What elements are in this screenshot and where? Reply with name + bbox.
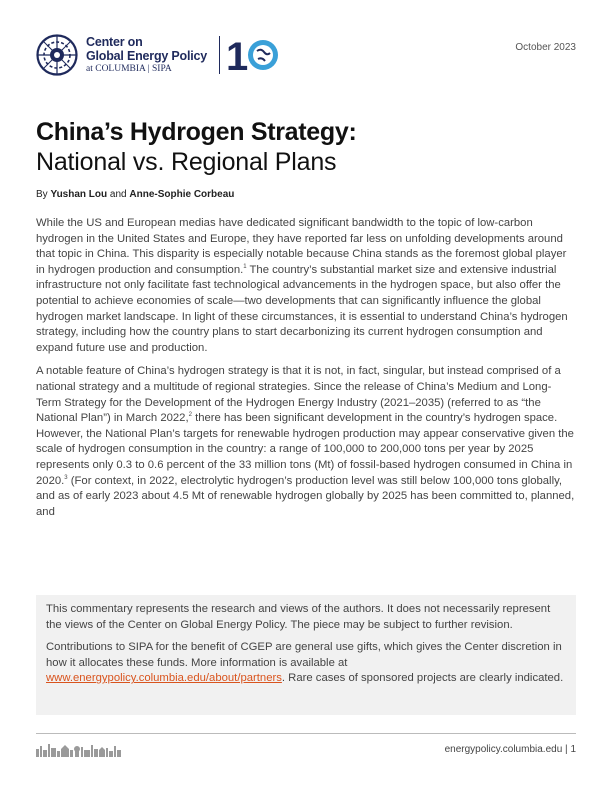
footnote-ref: 1 — [243, 264, 247, 271]
footer-divider — [36, 733, 576, 734]
footnote-ref: 2 — [188, 412, 192, 419]
disclaimer-paragraph — [46, 640, 566, 687]
org-name — [86, 35, 207, 76]
paragraph-text: A notable feature of China’s hydrogen strategy is that it is not, in fact, singular, but instead comprised of a national strategy and a multitude of regional strategies. Since the release of China’s Medium and Long-Term Strategy for the Development of the Hydrogen Energy Industry (2021–2035) (referred to as “the National Plan”) in March 2022, — [36, 365, 561, 425]
tenth-anniversary-logo-icon — [226, 34, 282, 76]
body-paragraph — [36, 216, 576, 356]
title-line1: China’s Hydrogen Strategy: — [36, 118, 357, 146]
disclaimer-text: Contributions to SIPA for the benefit of CGEP are general use gifts, which gives the Center discretion in how it allocates these funds. More information is available at — [46, 641, 562, 669]
paragraph-text: The country’s substantial market size and extensive industrial infrastructure not only facilitate fast technological advancements in the hydrogen space, but also offer the potential to achieve economies of scale—two developments that can significantly influence the global hydrogen market landscape. In light of these circumstances, it is essential to understand China’s hydrogen strategy, including how the country plans to start decarbonizing its current hydrogen consumption and expand future use and production. — [36, 263, 568, 354]
author-name: Yushan Lou — [50, 189, 108, 200]
footnote-ref: 3 — [64, 474, 68, 481]
title-line2: National vs. Regional Plans — [36, 148, 337, 176]
page-number: 1 — [570, 744, 576, 755]
org-name-line2: Global Energy Policy — [86, 49, 208, 63]
footer-separator: | — [565, 744, 568, 755]
byline-conjunction: and — [109, 189, 127, 200]
byline-prefix: By — [36, 189, 48, 200]
cgep-globe-logo-icon — [36, 34, 78, 76]
partners-link[interactable]: www.energypolicy.columbia.edu/about/partners — [46, 672, 282, 685]
paragraph-text: there has been significant development in the country’s hydrogen space. However, the National Plan’s targets for renewable hydrogen production may appear conservative given the scale of hydrogen consumption in the country: a range of 100,000 to 200,000 tons per year by 2025 represents only 0.3 to 0.6 percent of the 33 million tons (Mt) of fossil-based hydrogen consumed in China in 2020. — [36, 412, 574, 487]
paragraph-text: (For context, in 2022, electrolytic hydrogen’s production level was still below 100,000 tons globally, and as of early 2023 about 4.5 Mt of renewable hydrogen globally by 2025 has been committed to, planned, and — [36, 474, 575, 518]
org-name-line1: Center on — [86, 35, 143, 49]
header-divider — [219, 36, 220, 74]
page-header — [36, 34, 576, 84]
paragraph-text: While the US and European medias have dedicated significant bandwidth to the topic of low-carbon hydrogen in the United States and Europe, they have reported far less on unfolding developments around that topic in China. This disparity is especially notable because China stands as the foremost global player in hydrogen production and consumption. — [36, 217, 567, 276]
byline — [36, 189, 234, 200]
anniversary-digit: 1 — [226, 35, 249, 76]
article-body — [36, 216, 576, 528]
org-name-line3: at COLUMBIA | SIPA — [86, 64, 172, 74]
publication-date: October 2023 — [515, 42, 576, 53]
footer-url: energypolicy.columbia.edu — [444, 744, 563, 755]
page-footer — [445, 744, 576, 755]
body-paragraph — [36, 364, 576, 520]
columbia-skyline-icon — [36, 741, 122, 757]
disclaimer-box — [36, 595, 576, 715]
disclaimer-paragraph: This commentary represents the research and views of the authors. It does not necessarily represent the views of the Center on Global Energy Policy. The piece may be subject to further revision. — [46, 603, 551, 631]
page-title — [36, 118, 576, 177]
author-name: Anne-Sophie Corbeau — [129, 189, 235, 200]
disclaimer-text: . Rare cases of sponsored projects are clearly indicated. — [281, 672, 564, 685]
